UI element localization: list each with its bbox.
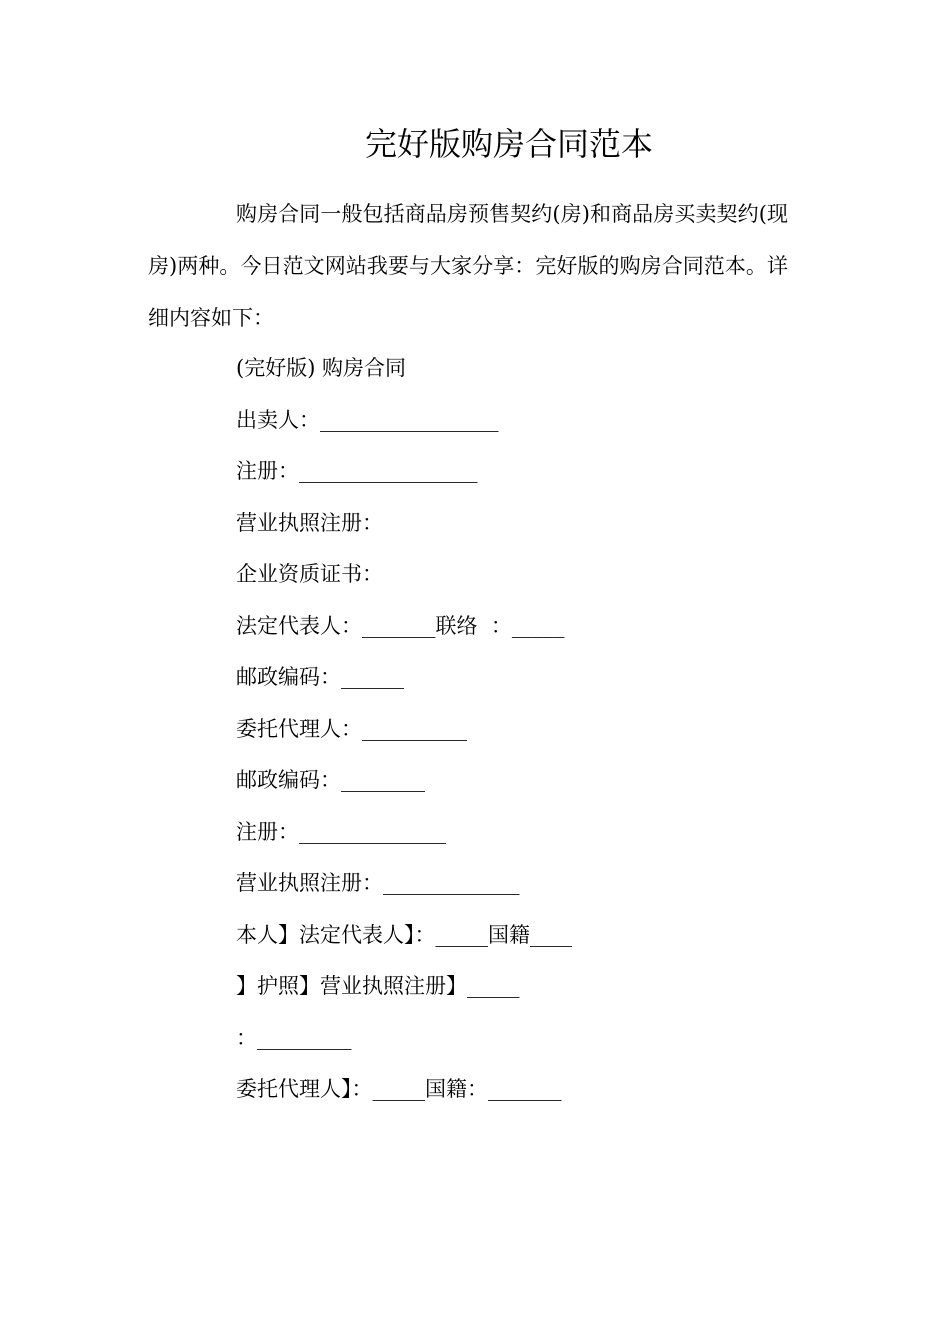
seller-business-license-line: 营业执照注册： xyxy=(236,511,383,535)
postal-code-line: 邮政编码：______ xyxy=(236,665,404,689)
agent-line: 委托代理人：__________ xyxy=(236,717,467,741)
buyer-agent-line: 委托代理人】：_____国籍：_______ xyxy=(236,1077,562,1101)
legal-representative-line: 法定代表人：_______联络 ：_____ xyxy=(236,614,565,638)
agent-postal-code-line: 邮政编码：________ xyxy=(236,768,425,792)
buyer-line: 本人】法定代表人】：_____国籍____ xyxy=(236,923,572,947)
seller-line: 出卖人：_________________ xyxy=(236,408,499,432)
qualification-certificate-line: 企业资质证书： xyxy=(236,562,383,586)
buyer-colon-line: ：_________ xyxy=(236,1026,352,1050)
contract-heading-line: (完好版) 购房合同 xyxy=(236,356,407,380)
agent-business-license-line: 营业执照注册：_____________ xyxy=(236,871,520,895)
document-title: 完好版购房合同范本 xyxy=(364,125,653,163)
seller-registration-line: 注册：_________________ xyxy=(236,459,478,483)
buyer-id-line: 】护照】营业执照注册】_____ xyxy=(236,974,520,998)
intro-paragraph: 购房合同一般包括商品房预售契约(房)和商品房买卖契约(现房)两种。今日范文网站我要与大家分享：完好版的购房合同范本。详细内容如下： xyxy=(148,202,788,330)
agent-registration-line: 注册：______________ xyxy=(236,820,446,844)
